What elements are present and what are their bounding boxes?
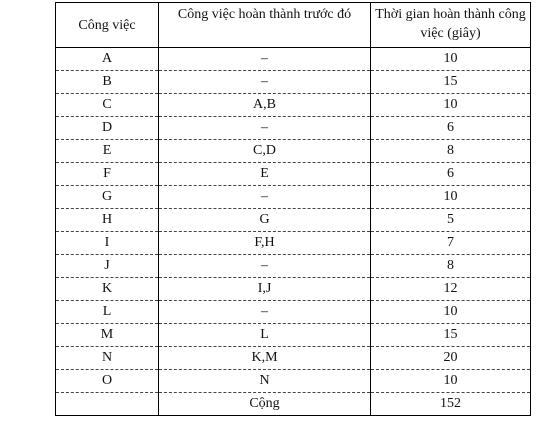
- cell-predecessor: –: [159, 255, 371, 278]
- cell-time: 20: [371, 347, 531, 370]
- cell-time: 5: [371, 209, 531, 232]
- cell-predecessor: N: [159, 370, 371, 393]
- cell-predecessor: –: [159, 301, 371, 324]
- cell-task: I: [56, 232, 159, 255]
- cell-task: C: [56, 94, 159, 117]
- cell-predecessor: –: [159, 117, 371, 140]
- cell-task: B: [56, 71, 159, 94]
- table-row: [56, 48, 531, 71]
- cell-predecessor: K,M: [159, 347, 371, 370]
- cell-task: G: [56, 186, 159, 209]
- cell-task: J: [56, 255, 159, 278]
- table-row: [56, 117, 531, 140]
- total-label: Cộng: [159, 393, 371, 416]
- cell-task: O: [56, 370, 159, 393]
- cell-predecessor: G: [159, 209, 371, 232]
- cell-predecessor: A,B: [159, 94, 371, 117]
- cell-time: 8: [371, 255, 531, 278]
- cell-time: 6: [371, 163, 531, 186]
- cell-time: 10: [371, 186, 531, 209]
- cell-task: E: [56, 140, 159, 163]
- header-time: Thời gian hoàn thành công việc (giây): [371, 3, 531, 48]
- table-row: [56, 301, 531, 324]
- cell-time: 15: [371, 324, 531, 347]
- cell-task: D: [56, 117, 159, 140]
- cell-task: K: [56, 278, 159, 301]
- table-row: [56, 232, 531, 255]
- cell-time: 10: [371, 48, 531, 71]
- cell-time: 10: [371, 301, 531, 324]
- table-row: [56, 209, 531, 232]
- cell-predecessor: F,H: [159, 232, 371, 255]
- cell-task: L: [56, 301, 159, 324]
- table-body: [56, 48, 531, 416]
- table-row: [56, 140, 531, 163]
- cell-task: M: [56, 324, 159, 347]
- cell-predecessor: L: [159, 324, 371, 347]
- table-row: [56, 370, 531, 393]
- cell-predecessor: –: [159, 48, 371, 71]
- table-row: [56, 186, 531, 209]
- table-row: [56, 94, 531, 117]
- cell-time: 7: [371, 232, 531, 255]
- cell-predecessor: –: [159, 71, 371, 94]
- cell-task: A: [56, 48, 159, 71]
- cell-task: H: [56, 209, 159, 232]
- table-row: [56, 278, 531, 301]
- cell-time: 12: [371, 278, 531, 301]
- total-value: 152: [371, 393, 531, 416]
- total-row: [56, 393, 531, 416]
- table-row: [56, 255, 531, 278]
- cell-predecessor: C,D: [159, 140, 371, 163]
- cell-time: 10: [371, 94, 531, 117]
- table-row: [56, 324, 531, 347]
- cell-time: 6: [371, 117, 531, 140]
- header-predecessor: Công việc hoàn thành trước đó: [159, 3, 371, 48]
- cell-predecessor: I,J: [159, 278, 371, 301]
- header-task: Công việc: [56, 3, 159, 48]
- table-row: [56, 347, 531, 370]
- cell-time: 15: [371, 71, 531, 94]
- table-header-row: [56, 3, 531, 48]
- cell-predecessor: –: [159, 186, 371, 209]
- cell-task: F: [56, 163, 159, 186]
- cell-task: N: [56, 347, 159, 370]
- task-table: [55, 2, 531, 416]
- cell-predecessor: E: [159, 163, 371, 186]
- cell-time: 8: [371, 140, 531, 163]
- table-row: [56, 163, 531, 186]
- total-blank-cell: [56, 393, 159, 416]
- cell-time: 10: [371, 370, 531, 393]
- table-row: [56, 71, 531, 94]
